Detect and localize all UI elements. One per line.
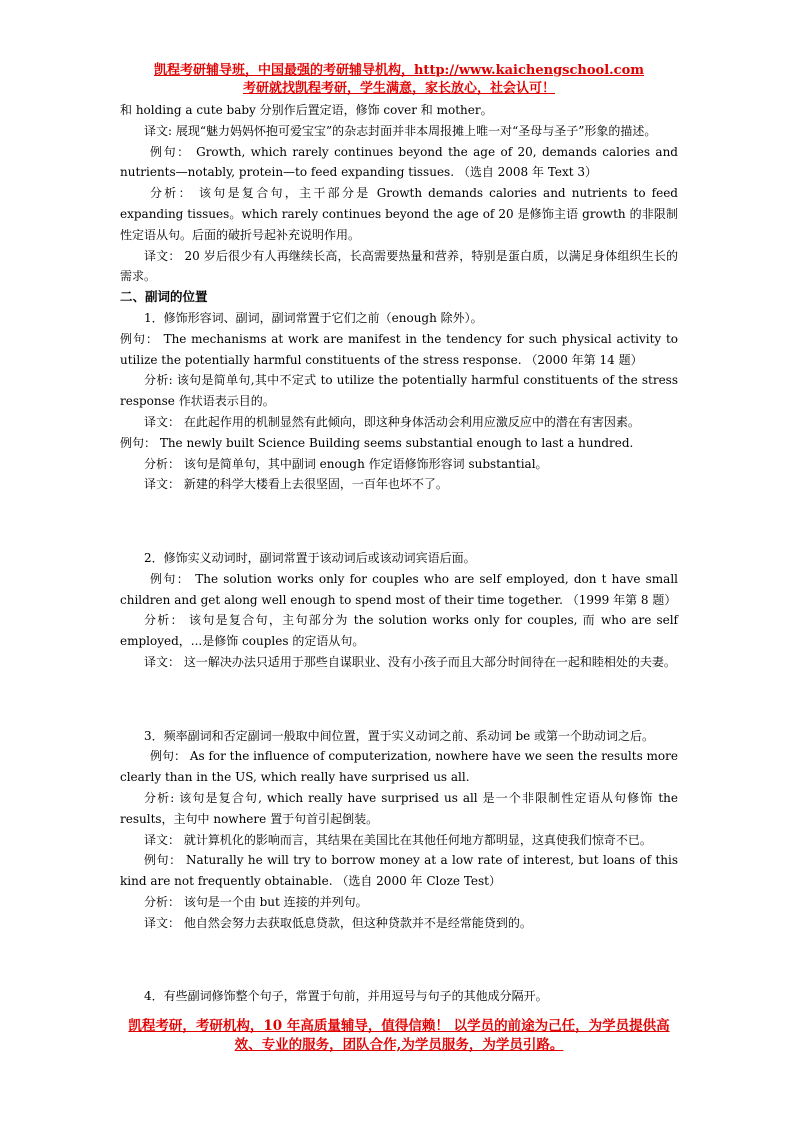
paragraph: 例句： As for the influence of computerization, nowhere have we seen the results more clearly than in the US, which really have surprised us all. [120,749,678,785]
footer-banner [120,1017,678,1055]
document-page [120,62,678,1007]
paragraph: 译文： 20 岁后很少有人再继续长高，长高需要热量和营养，特别是蛋白质，以满足身体组织生长的需求。 [120,248,678,284]
footer-text: 凯程考研，考研机构，10 年高质量辅导，值得信赖！ 以学员的前途为己任，为学员提供高效、专业的服务，团队合作,为学员服务，为学员引路。 [128,1018,670,1053]
section-heading: 二、副词的位置 [120,289,208,305]
paragraph: 例句： The newly built Science Building seems substantial enough to last a hundred. [120,435,634,450]
paragraph: 译文: 展现“魅力妈妈怀抱可爱宝宝”的杂志封面并非本周报摊上唯一对“圣母与圣子”形象的描述。 [144,123,657,138]
paragraph: 分析： 该句是简单句，其中副词 enough 作定语修饰形容词 substantial。 [144,456,548,471]
paragraph: 2．修饰实义动词时，副词常置于该动词后或该动词宾语后面。 [144,550,476,565]
paragraph: 译文： 在此起作用的机制显然有此倾向，即这种身体活动会利用应激反应中的潜在有害因素。 [144,414,640,429]
header-slogan: 凯程考研辅导班，中国最强的考研辅导机构， [153,63,414,78]
blank-line [120,689,678,710]
paragraph: 分析： 该句是复合句，主句部分为 the solution works only for couples, 而 who are self employed，...是修饰 couples 的定语从句。 [120,613,678,649]
paragraph: 和 holding a cute baby 分别作后置定语，修饰 cover 和 mother。 [120,103,493,117]
paragraph: 分析： 该句是一个由 but 连接的并列句。 [144,894,368,909]
paragraph: 分析: 该句是简单句,其中不定式 to utilize the potentially harmful constituents of the stress response 作状语表示目的。 [120,373,678,409]
paragraph: 4．有些副词修饰整个句子，常置于句前，并用逗号与句子的其他成分隔开。 [144,989,548,1004]
paragraph: 译文： 新建的科学大楼看上去很坚固，一百年也坏不了。 [144,477,448,492]
paragraph: 3．频率副词和否定副词一般取中间位置，置于实义动词之前、系动词 be 或第一个助动词之后。 [144,728,655,743]
header-line-2: 考研就找凯程考研，学生满意，家长放心，社会认可！ [242,81,555,96]
paragraph: 例句： The solution works only for couples who are self employed, don t have small children and get along well enough to spend most of their time together. （1999 年第 8 题） [120,571,678,607]
header-url-link[interactable]: http://www.kaichengschool.com [413,63,645,78]
paragraph: 1．修饰形容词、副词，副词常置于它们之前（enough 除外）。 [144,310,483,325]
paragraph: 分析: 该句是复合句, which really have surprised us all 是一个非限制性定语从句修饰 the results，主句中 nowhere 置于句首引起倒装。 [120,790,678,826]
document-body [120,100,678,1007]
paragraph: 译文： 这一解决办法只适用于那些自谋职业、没有小孩子而且大部分时间待在一起和睦相处的夫妻。 [144,654,676,669]
blank-line [120,511,678,532]
paragraph: 分析： 该句是复合句，主干部分是 Growth demands calories and nutrients to feed expanding tissues。which rarely continues beyond the age of 20 是修饰主语 growth 的非限制性定语从句。后面的破折号起补充说明作用。 [120,186,678,242]
header-line-1 [120,62,678,80]
paragraph: 例句： Naturally he will try to borrow money at a low rate of interest, but loans of this kind are not frequently obtainable. （选自 2000 年 Cloze Test） [120,853,678,889]
paragraph: 译文： 他自然会努力去获取低息贷款，但这种贷款并不是经常能贷到的。 [144,915,532,930]
paragraph: 译文： 就计算机化的影响而言，其结果在美国比在其他任何地方都明显，这真使我们惊奇不已。 [144,832,652,847]
header [120,62,678,98]
paragraph: 例句： The mechanisms at work are manifest in the tendency for such physical activity to utilize the potentially harmful constituents of the stress response. （2000 年第 14 题） [120,331,678,367]
blank-line [120,949,678,970]
paragraph: 例句： Growth, which rarely continues beyond the age of 20, demands calories and nutrients—notably, protein—to feed expanding tissues. （选自 2008 年 Text 3） [120,144,678,180]
